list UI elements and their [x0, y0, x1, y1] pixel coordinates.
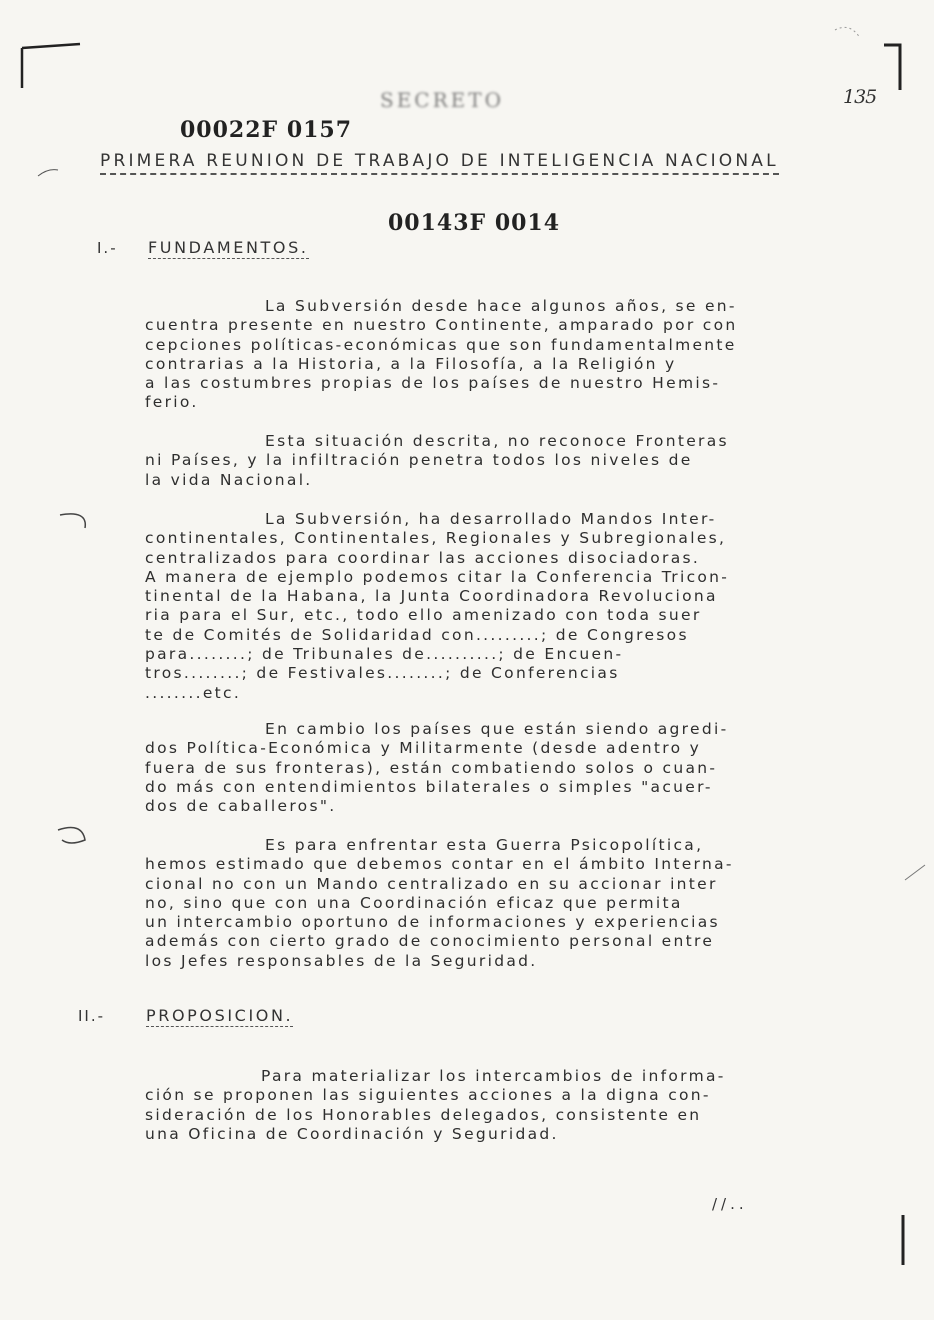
text-line: sideración de los Honorables delegados, consistente en	[145, 1105, 702, 1124]
text-line: cepciones políticas-económicas que son fundamentalmente	[145, 335, 737, 354]
text-line: En cambio los países que están siendo agredi-	[265, 720, 729, 738]
text-line: a las costumbres propias de los países de nuestro Hemis-	[145, 374, 721, 393]
text-line: no, sino que con una Coordinación eficaz que permita	[145, 893, 683, 912]
text-line: ........etc.	[145, 683, 242, 702]
text-line: un intercambio oportuno de informaciones y experiencias	[145, 913, 720, 932]
text-line: ria para el Sur, etc., todo ello amenizado con toda suer	[145, 606, 702, 625]
text-line: una Oficina de Coordinación y Seguridad.	[145, 1124, 559, 1143]
text-line: hemos estimado que debemos contar en el ámbito Interna-	[145, 855, 734, 874]
paragraph	[145, 836, 845, 971]
continuation-mark: //..	[712, 1195, 748, 1213]
text-line: tinental de la Habana, la Junta Coordinadora Revoluciona	[145, 587, 718, 606]
text-line: La Subversión, ha desarrollado Mandos Inter-	[265, 510, 717, 528]
section-number: II.-	[78, 1007, 106, 1025]
paragraph	[145, 432, 845, 490]
text-line: centralizados para coordinar las acciones disociadoras.	[145, 548, 701, 567]
text-line: continentales, Continentales, Regionales y Subregionales,	[145, 529, 727, 548]
document-stamp-top: 00022F 0157	[180, 117, 353, 143]
text-line: fuera de sus fronteras), están combatiendo solos o cuan-	[145, 758, 718, 777]
section-title: FUNDAMENTOS.	[148, 238, 309, 257]
text-line: do más con entendimientos bilaterales o simples "acuer-	[145, 777, 713, 796]
document-title: PRIMERA REUNION DE TRABAJO DE INTELIGENCIA NACIONAL	[100, 151, 779, 175]
text-line: A manera de ejemplo podemos citar la Conferencia Tricon-	[145, 567, 730, 586]
text-line: La Subversión desde hace algunos años, se en-	[265, 297, 737, 315]
text-line: Para materializar los intercambios de informa-	[261, 1067, 726, 1085]
text-line: Esta situación descrita, no reconoce Fronteras	[265, 432, 729, 450]
text-line: la vida Nacional.	[145, 470, 313, 489]
faded-classification-stamp: SECRETO	[380, 88, 504, 112]
paragraph	[145, 297, 845, 413]
text-line: ción se proponen las siguientes acciones a la digna con-	[145, 1086, 711, 1105]
page-number: 135	[843, 86, 877, 108]
text-line: cuentra presente en nuestro Continente, amparado por con	[145, 316, 738, 335]
document-stamp-mid: 00143F 0014	[388, 210, 561, 236]
paragraph	[145, 1067, 845, 1144]
text-line: contrarias a la Historia, a la Filosofía, a la Religión y	[145, 354, 677, 373]
section-number: I.-	[97, 239, 118, 257]
text-line: cional no con un Mando centralizado en su accionar inter	[145, 874, 718, 893]
text-line: los Jefes responsables de la Seguridad.	[145, 951, 538, 970]
paragraph	[145, 510, 845, 703]
text-line: tros........; de Festivales........; de Conferencias	[145, 664, 620, 683]
text-line: ni Países, y la infiltración penetra todos los niveles de	[145, 451, 693, 470]
text-line: para........; de Tribunales de..........; de Encuen-	[145, 645, 624, 664]
text-line: además con cierto grado de conocimiento personal entre	[145, 932, 715, 951]
text-line: te de Comités de Solidaridad con.........; de Congresos	[145, 625, 689, 644]
text-line: dos Política-Económica y Militarmente (desde adentro y	[145, 739, 702, 758]
section-title: PROPOSICION.	[146, 1006, 294, 1025]
text-line: dos de caballeros".	[145, 797, 337, 816]
text-line: ferio.	[145, 393, 199, 412]
text-line: Es para enfrentar esta Guerra Psicopolítica,	[265, 836, 704, 854]
paragraph	[145, 720, 845, 816]
